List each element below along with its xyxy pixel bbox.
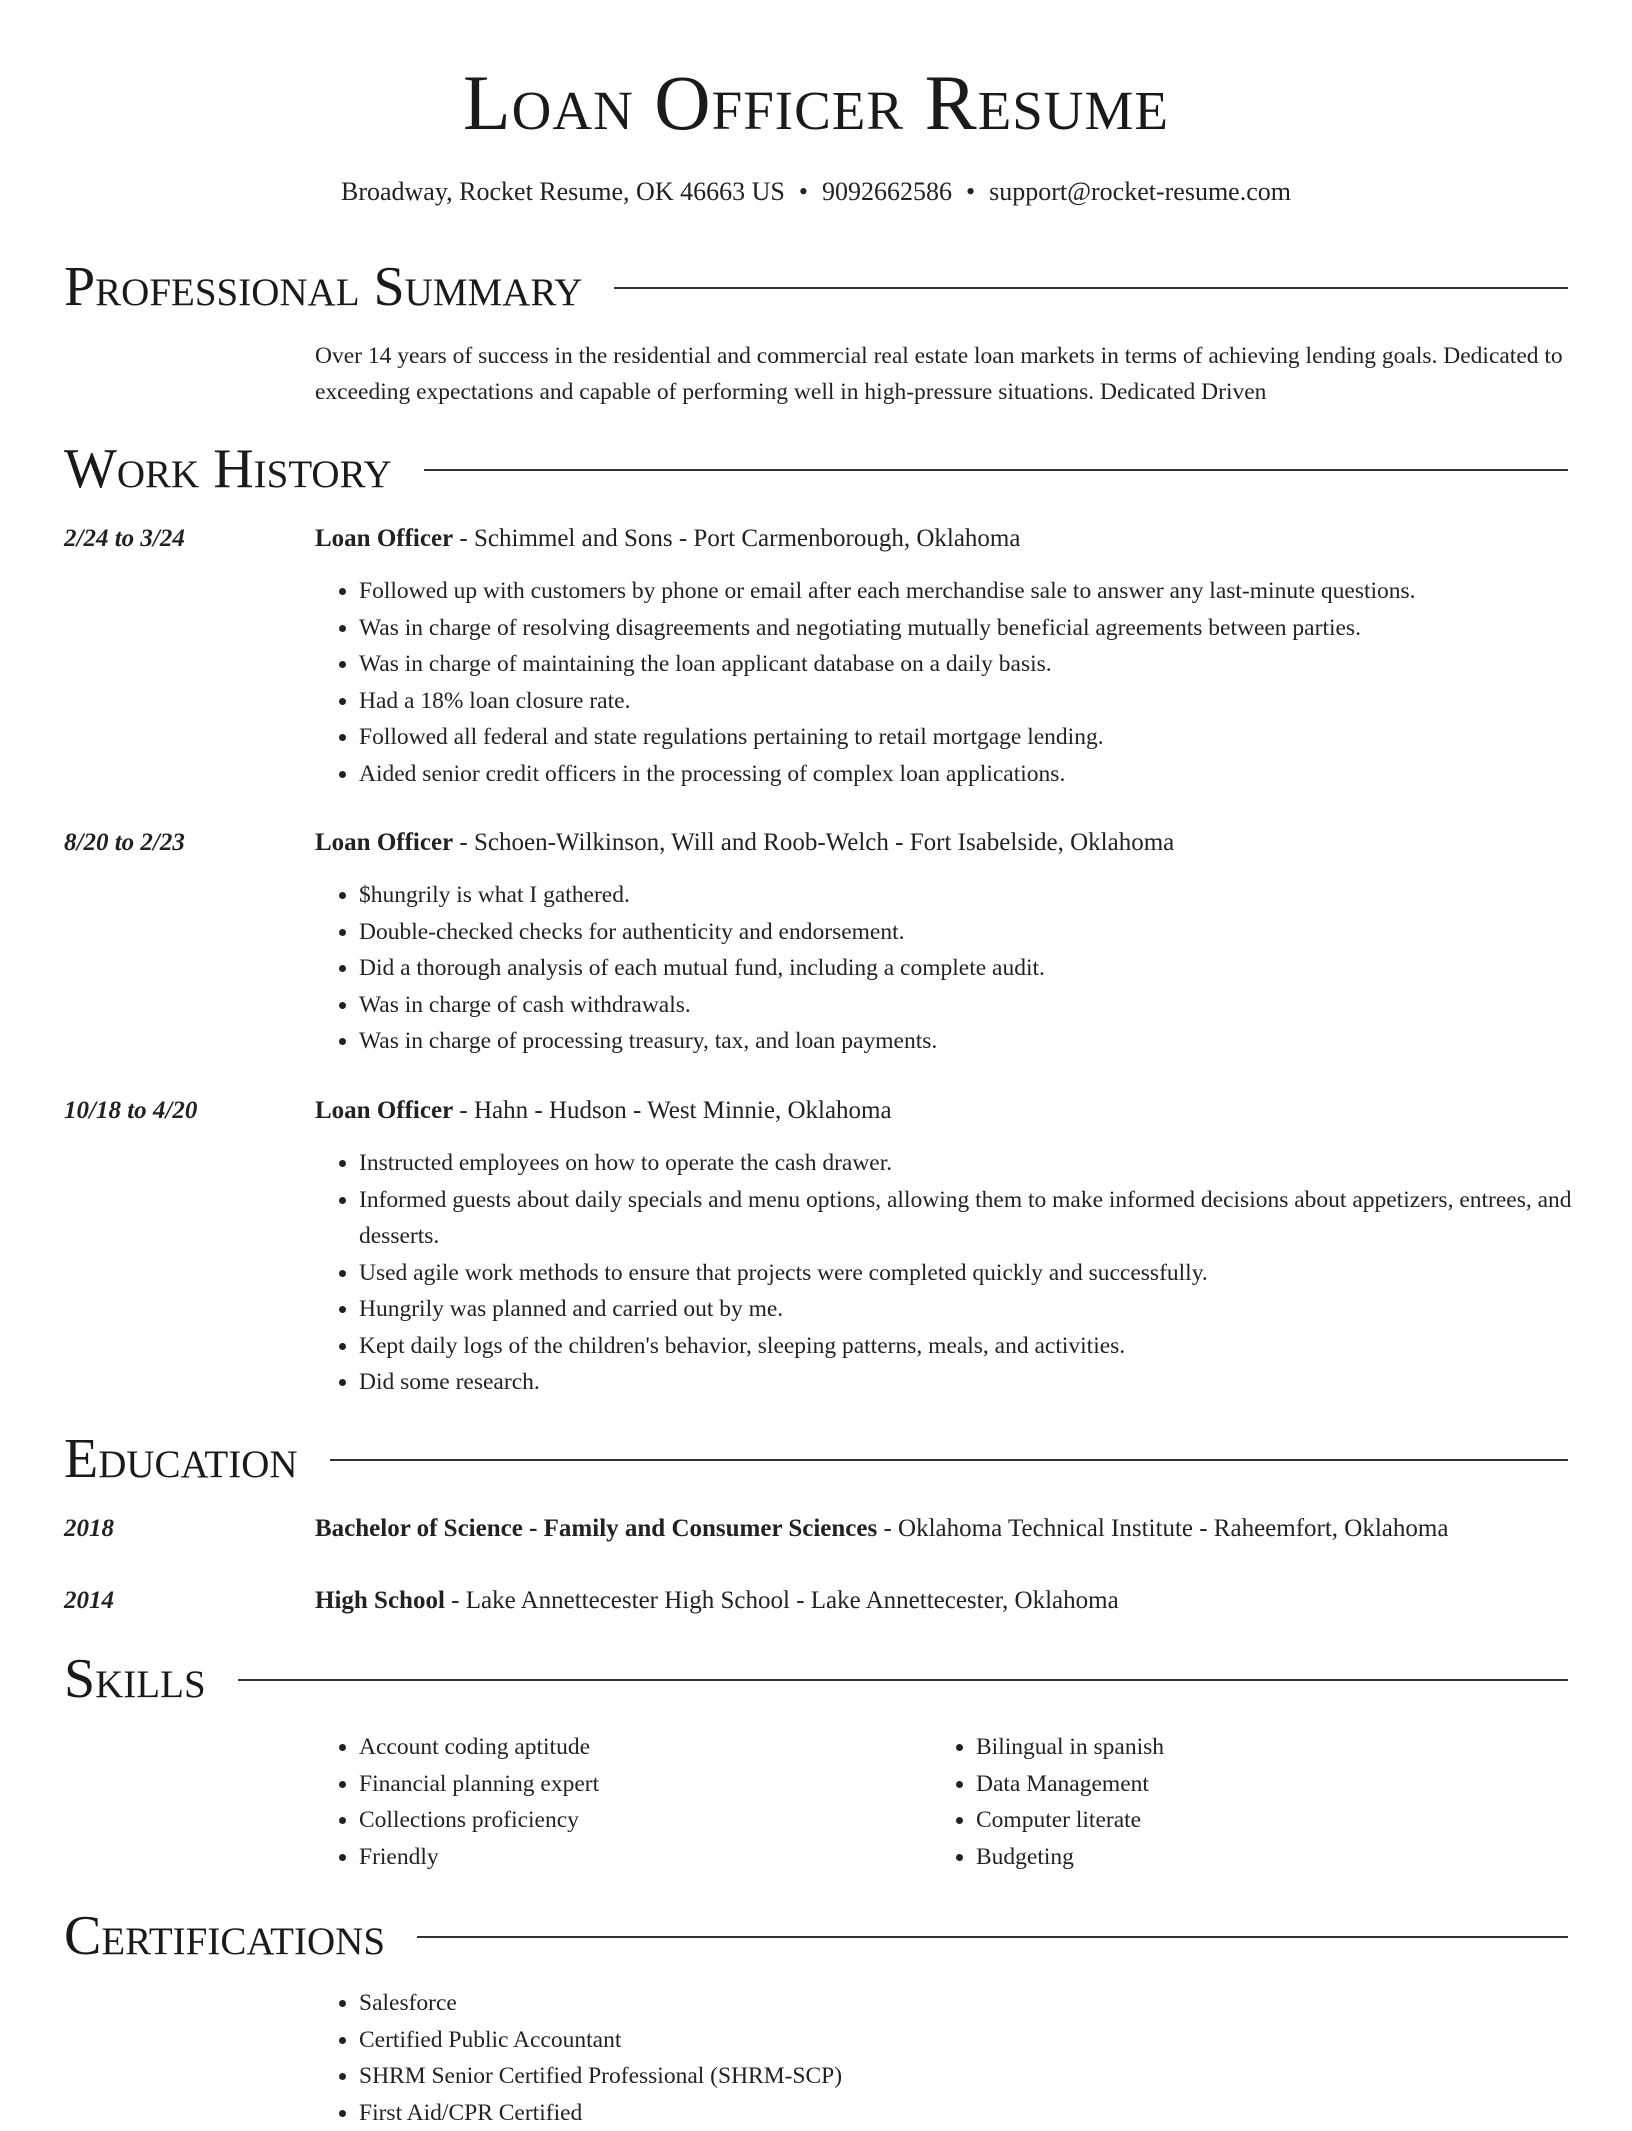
skill-item: • Budgeting	[976, 1839, 1632, 1876]
list-item: • Was in charge of cash withdrawals.	[359, 987, 1619, 1024]
section-divider	[424, 469, 1568, 471]
job-heading	[315, 522, 1605, 556]
list-item: • Had a 18% loan closure rate.	[359, 683, 1619, 720]
certification-item: • Salesforce	[359, 1985, 1619, 2022]
education-entry	[315, 1584, 1605, 1618]
skill-item: • Data Management	[976, 1766, 1632, 1803]
education-details: - Lake Annettecester High School - Lake Annettecester, Oklahoma	[445, 1587, 1119, 1614]
certification-item: • First Aid/CPR Certified	[359, 2095, 1619, 2131]
section-divider	[614, 287, 1568, 289]
education-degree: Bachelor of Science - Family and Consumer Sciences	[315, 1515, 877, 1542]
certifications-list	[315, 1985, 1619, 2131]
job-heading	[315, 826, 1605, 860]
job-title: Loan Officer	[315, 829, 453, 856]
skills-list-right	[932, 1729, 1632, 1875]
section-header-certifications	[64, 1903, 1568, 1969]
list-item: • Used agile work methods to ensure that projects were completed quickly and successfully.	[359, 1255, 1619, 1292]
job-duties	[315, 877, 1619, 1060]
contact-separator: •	[966, 175, 975, 209]
list-item: • Followed up with customers by phone or email after each merchandise sale to answer any last-minute questions.	[359, 573, 1619, 610]
education-details: - Oklahoma Technical Institute - Raheemfort, Oklahoma	[877, 1515, 1448, 1542]
education-year: 2014	[64, 1584, 114, 1618]
section-header-work	[64, 436, 1568, 502]
contact-separator: •	[799, 175, 808, 209]
education-entry	[315, 1512, 1605, 1546]
job-heading	[315, 1094, 1605, 1128]
job-duties	[315, 573, 1619, 792]
certification-item: • SHRM Senior Certified Professional (SHRM-SCP)	[359, 2058, 1619, 2095]
list-item: • Instructed employees on how to operate the cash drawer.	[359, 1145, 1619, 1182]
skill-item: • Friendly	[359, 1839, 1619, 1876]
summary-text: Over 14 years of success in the residential and commercial real estate loan markets in terms of achieving lending goals. Dedicated to exceeding expectations and capable of performing well in high-pressure situations. Dedicated Driven	[315, 338, 1575, 410]
section-header-summary	[64, 254, 1568, 320]
job-details: - Hahn - Hudson - West Minnie, Oklahoma	[453, 1097, 891, 1124]
contact-line	[0, 175, 1632, 209]
section-divider	[238, 1679, 1568, 1681]
section-divider	[330, 1459, 1568, 1461]
list-item: • Double-checked checks for authenticity and endorsement.	[359, 914, 1619, 951]
list-item: • Kept daily logs of the children's behavior, sleeping patterns, meals, and activities.	[359, 1328, 1619, 1365]
skill-item: • Account coding aptitude	[359, 1729, 1619, 1766]
skill-item: • Computer literate	[976, 1802, 1632, 1839]
list-item: • Aided senior credit officers in the processing of complex loan applications.	[359, 756, 1619, 793]
section-header-education	[64, 1426, 1568, 1492]
job-duties	[315, 1145, 1619, 1401]
list-item: • Informed guests about daily specials and menu options, allowing them to make informed decisions about appetizers, entrees, and desserts.	[359, 1182, 1619, 1255]
list-item: • Was in charge of resolving disagreements and negotiating mutually beneficial agreements between parties.	[359, 610, 1619, 647]
section-title: Skills	[64, 1646, 206, 1712]
list-item: • Was in charge of processing treasury, tax, and loan payments.	[359, 1023, 1619, 1060]
list-item: • Hungrily was planned and carried out by me.	[359, 1291, 1619, 1328]
education-year: 2018	[64, 1512, 114, 1546]
education-degree: High School	[315, 1587, 445, 1614]
list-item: • Was in charge of maintaining the loan applicant database on a daily basis.	[359, 646, 1619, 683]
section-title: Work History	[64, 436, 392, 502]
contact-email: support@rocket-resume.com	[989, 177, 1291, 206]
skill-item: • Collections proficiency	[359, 1802, 1619, 1839]
skill-item: • Bilingual in spanish	[976, 1729, 1632, 1766]
contact-address: Broadway, Rocket Resume, OK 46663 US	[341, 177, 785, 206]
job-details: - Schoen-Wilkinson, Will and Roob-Welch - Fort Isabelside, Oklahoma	[453, 829, 1174, 856]
job-details: - Schimmel and Sons - Port Carmenborough, Oklahoma	[453, 525, 1020, 552]
section-title: Certifications	[64, 1903, 385, 1969]
section-divider	[417, 1936, 1568, 1938]
section-header-skills	[64, 1646, 1568, 1712]
job-title: Loan Officer	[315, 525, 453, 552]
job-dates: 10/18 to 4/20	[64, 1094, 197, 1128]
resume-title: Loan Officer Resume	[0, 58, 1632, 148]
job-dates: 8/20 to 2/23	[64, 826, 185, 860]
section-title: Education	[64, 1426, 298, 1492]
section-title: Professional Summary	[64, 254, 582, 320]
contact-phone: 9092662586	[822, 177, 952, 206]
list-item: • $hungrily is what I gathered.	[359, 877, 1619, 914]
job-dates: 2/24 to 3/24	[64, 522, 185, 556]
list-item: • Did a thorough analysis of each mutual fund, including a complete audit.	[359, 950, 1619, 987]
certification-item: • Certified Public Accountant	[359, 2022, 1619, 2059]
skill-item: • Financial planning expert	[359, 1766, 1619, 1803]
list-item: • Followed all federal and state regulations pertaining to retail mortgage lending.	[359, 719, 1619, 756]
list-item: • Did some research.	[359, 1364, 1619, 1401]
job-title: Loan Officer	[315, 1097, 453, 1124]
